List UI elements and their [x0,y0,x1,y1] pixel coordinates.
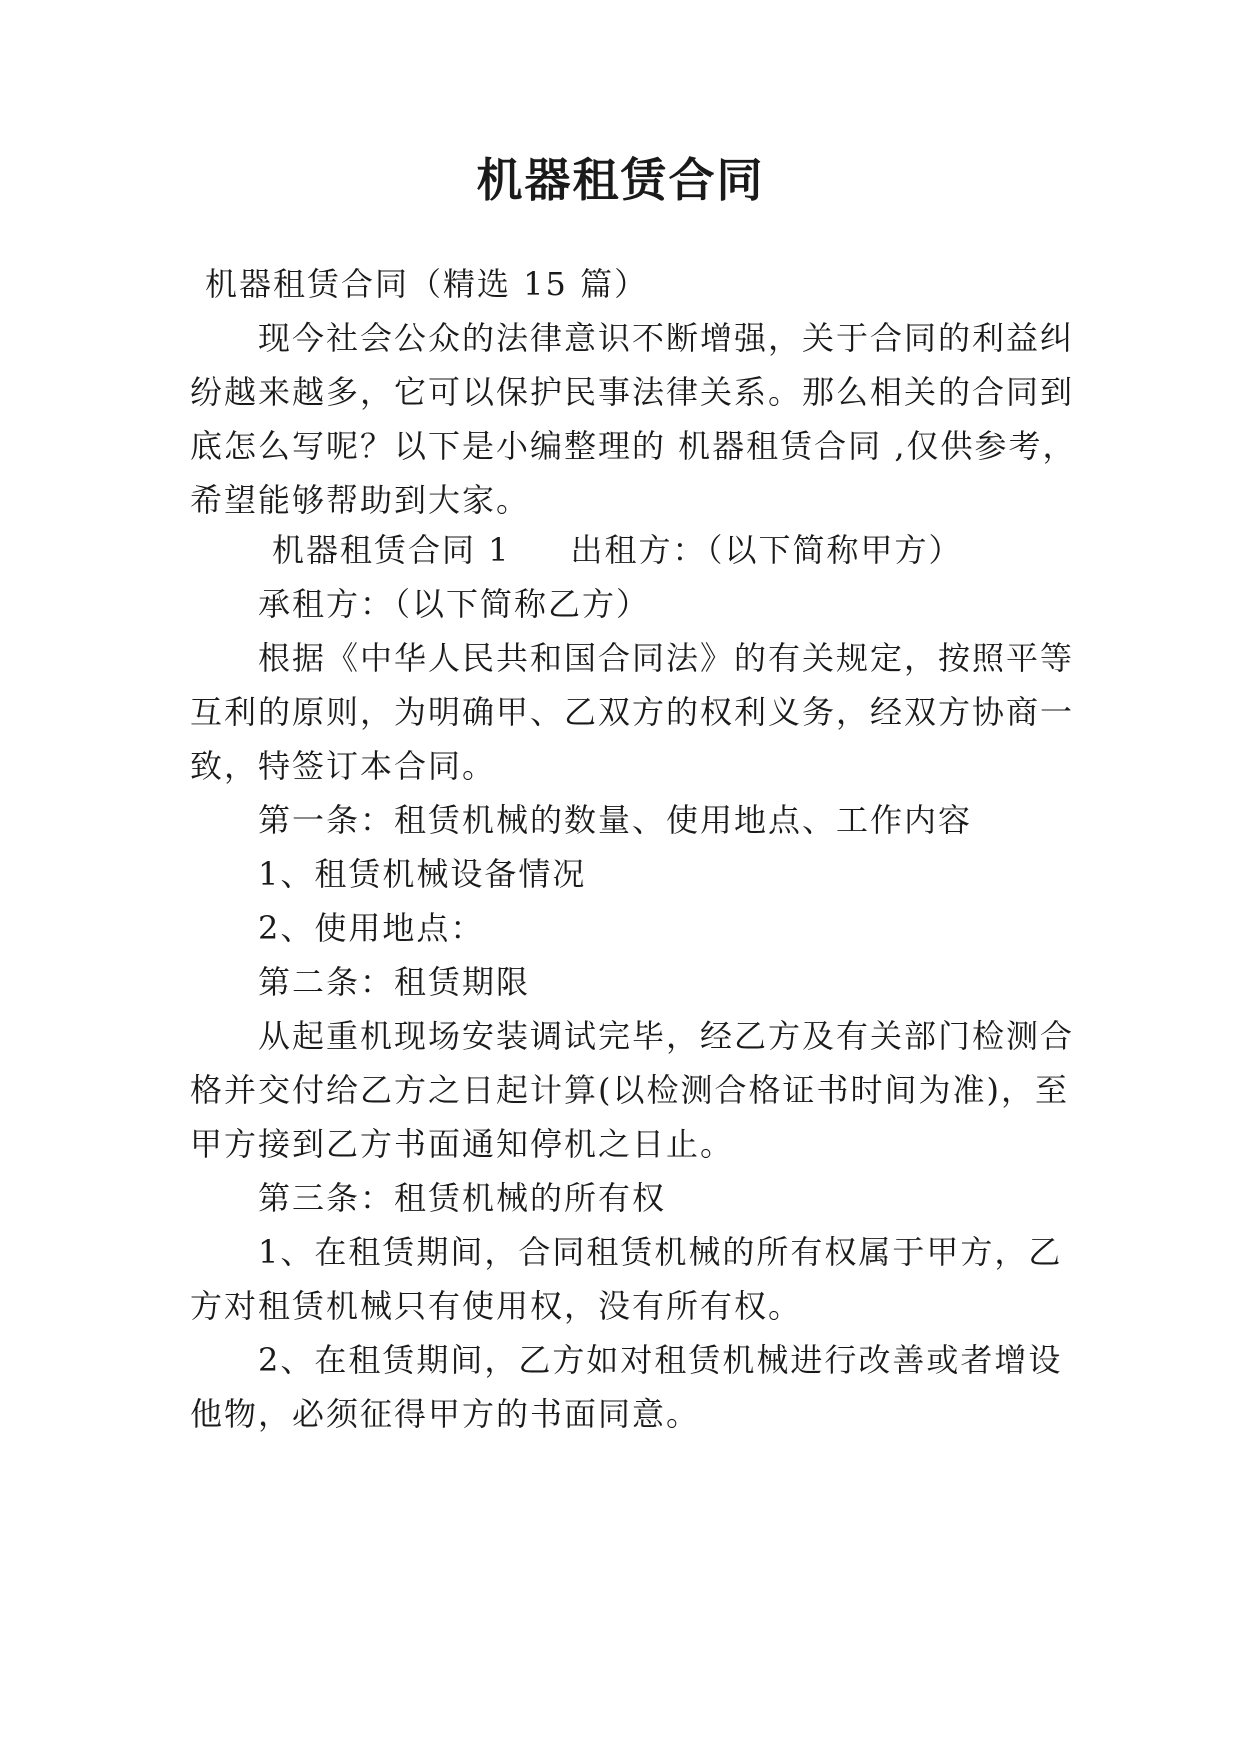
article2-line-2: 格并交付给乙方之日起计算(以检测合格证书时间为准)，至 [190,1071,1069,1109]
article3-heading: 第三条：租赁机械的所有权 [258,1179,667,1217]
article2-line-1: 从起重机现场安装调试完毕，经乙方及有关部门检测合 [258,1017,1075,1055]
article2-heading: 第二条：租赁期限 [258,963,531,1001]
lessee-line: 承租方：（以下简称乙方） [258,585,651,623]
document-subtitle: 机器租赁合同（精选 15 篇） [205,265,649,303]
article3-item2-line-2: 他物，必须征得甲方的书面同意。 [190,1395,701,1433]
article2-line-3: 甲方接到乙方书面通知停机之日止。 [190,1125,735,1163]
lessor-line: 出租方：（以下简称甲方） [570,531,963,569]
preamble-line-1: 根据《中华人民共和国合同法》的有关规定，按照平等 [258,639,1075,677]
document-title: 机器租赁合同 [476,153,765,207]
preamble-line-2: 互利的原则，为明确甲、乙双方的权利义务，经双方协商一 [190,693,1075,731]
article1-item1: 1、租赁机械设备情况 [258,855,587,893]
article3-item1-line-2: 方对租赁机械只有使用权，没有所有权。 [190,1287,803,1325]
intro-line-3: 底怎么写呢？以下是小编整理的 机器租赁合同 ,仅供参考， [190,427,1077,465]
article3-item1-line-1: 1、在租赁期间，合同租赁机械的所有权属于甲方，乙 [258,1233,1063,1271]
intro-line-2: 纷越来越多，它可以保护民事法律关系。那么相关的合同到 [190,373,1075,411]
intro-line-1: 现今社会公众的法律意识不断增强，关于合同的利益纠 [258,319,1075,357]
article1-item2: 2、使用地点： [258,909,485,947]
contract-heading-line [272,530,963,570]
contract-heading: 机器租赁合同 1 [272,531,511,569]
article3-item2-line-1: 2、在租赁期间，乙方如对租赁机械进行改善或者增设 [258,1341,1063,1379]
intro-line-4: 希望能够帮助到大家。 [190,481,531,519]
article1-heading: 第一条：租赁机械的数量、使用地点、工作内容 [258,801,973,839]
preamble-line-3: 致，特签订本合同。 [190,747,497,785]
